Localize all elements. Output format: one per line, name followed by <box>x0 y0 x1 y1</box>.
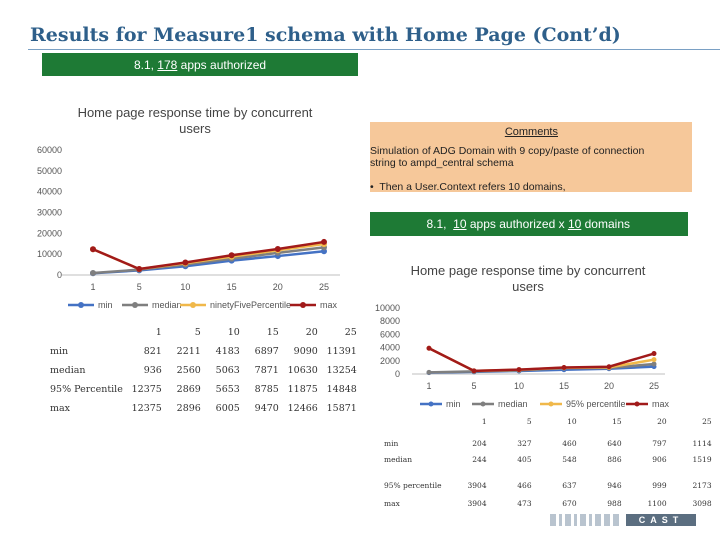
table2-cell: 1114 <box>692 439 712 448</box>
cast-logo-text: CAST <box>626 514 696 526</box>
banner2-domain-count: 10 <box>567 217 582 231</box>
banner-prefix: 8.1, <box>133 57 158 72</box>
table1-cell: 5 <box>194 327 201 338</box>
table1-cell: 15871 <box>326 403 357 414</box>
banner-suffix: apps authorized <box>177 57 267 72</box>
chart2-data-point <box>472 368 477 373</box>
chart2-data-point <box>607 364 612 369</box>
table2-cell: 20 <box>657 417 667 426</box>
banner2-suffix: domains <box>581 217 630 231</box>
table1-cell: 13254 <box>326 365 357 376</box>
chart1-y-tick-label: 50000 <box>36 165 62 176</box>
chart1-x-tick-label: 5 <box>136 282 142 292</box>
table2-cell: 3904 <box>467 499 487 508</box>
table1-row-label <box>50 323 123 342</box>
table2-row-label: 95% percentile <box>384 481 442 490</box>
table2-cell: 1100 <box>647 499 667 508</box>
chart2-legend-marker <box>481 402 486 407</box>
table2-cell: 886 <box>607 455 622 464</box>
table2-row-label: min <box>384 439 399 448</box>
cast-logo <box>550 514 700 526</box>
chart2-x-tick-label: 5 <box>471 381 477 391</box>
chart2-line-chart <box>360 300 720 415</box>
chart1-data-point <box>321 239 327 245</box>
chart1-y-tick-label: 40000 <box>36 186 62 197</box>
chart2-y-tick-label: 2000 <box>379 355 400 366</box>
table2-row <box>384 481 712 499</box>
table1-row <box>50 399 357 418</box>
table2-row <box>384 499 712 513</box>
table2-cell: 466 <box>517 481 532 490</box>
chart2-legend-label: max <box>652 399 670 409</box>
table2-row <box>384 439 712 455</box>
table2-row-label <box>384 417 442 439</box>
table1-cell: 12466 <box>287 403 318 414</box>
chart1-legend-marker <box>300 302 306 308</box>
chart2-legend-label: 95% percentile <box>566 399 626 409</box>
chart2-y-tick-label: 0 <box>394 369 400 379</box>
chart2-legend-marker <box>635 402 640 407</box>
chart1-y-tick-label: 10000 <box>36 249 62 260</box>
table1-header-row <box>50 323 357 342</box>
table2-cell: 204 <box>472 439 487 448</box>
table1-cell: 14848 <box>326 384 357 395</box>
chart2-y-tick-label: 4000 <box>379 342 400 353</box>
table1-response-times <box>50 323 357 418</box>
comments-text: Simulation of ADG Domain with 9 copy/paste of connection string to ampd_central schema <box>370 145 645 169</box>
table1-cell: 25 <box>344 327 357 338</box>
table1-cell: 7871 <box>254 365 279 376</box>
chart1-legend-marker <box>78 302 84 308</box>
chart1-data-point <box>229 252 235 258</box>
chart2-data-point <box>652 351 657 356</box>
apps-authorized-banner <box>42 53 358 76</box>
table2-cell: 5 <box>526 417 532 426</box>
chart2-x-tick-label: 20 <box>603 381 615 391</box>
table1-cell: 2869 <box>176 384 201 395</box>
chart1-legend-label: min <box>98 300 113 310</box>
chart1-x-tick-label: 15 <box>226 282 237 292</box>
table1-cell: 10630 <box>287 365 318 376</box>
title-divider <box>28 49 720 50</box>
chart1-data-point <box>136 266 142 272</box>
table1-cell: 11875 <box>287 384 318 395</box>
banner2-middle: apps authorized x <box>466 217 568 231</box>
table1-cell: 20 <box>305 327 318 338</box>
chart1-x-tick-label: 25 <box>318 282 330 292</box>
table2-cell: 906 <box>652 455 667 464</box>
table2-row-label: max <box>384 499 400 508</box>
chart1-x-tick-label: 1 <box>90 282 96 292</box>
chart2-y-tick-label: 6000 <box>379 329 400 340</box>
chart2-data-point <box>427 370 432 375</box>
table2-cell: 797 <box>652 439 667 448</box>
table1-cell: 9470 <box>254 403 279 414</box>
chart2-x-tick-label: 15 <box>558 381 570 391</box>
table2-row <box>384 455 712 481</box>
table1-cell: 821 <box>143 346 162 357</box>
table2-cell: 640 <box>607 439 622 448</box>
chart2-y-tick-label: 8000 <box>379 316 400 327</box>
table1-cell: 10 <box>227 327 240 338</box>
chart1-legend-label: ninetyFivePercentile <box>210 300 292 310</box>
table1-row-label: 95% Percentile <box>50 384 123 395</box>
table2-cell: 999 <box>652 481 667 490</box>
apps-domains-banner <box>370 212 688 236</box>
comments-bullet <box>370 181 566 193</box>
table1-cell: 5063 <box>215 365 240 376</box>
table2-cell: 2173 <box>692 481 712 490</box>
table2-cell: 405 <box>517 455 532 464</box>
table1-row-label: min <box>50 346 69 357</box>
chart2-data-point <box>562 365 567 370</box>
chart1-legend-marker <box>132 302 138 308</box>
chart2-data-point <box>427 346 432 351</box>
table1-cell: 936 <box>143 365 162 376</box>
table1-cell: 15 <box>266 327 279 338</box>
banner2-app-count: 10 <box>453 217 467 231</box>
table1-row-label: median <box>50 365 86 376</box>
table1-cell: 6005 <box>215 403 240 414</box>
table2-cell: 670 <box>562 499 577 508</box>
banner-app-count: 178 <box>157 57 178 72</box>
table2-response-times <box>384 417 712 513</box>
table1-cell: 1 <box>155 327 162 338</box>
table2-cell: 473 <box>517 499 532 508</box>
chart1-title: Home page response time by concurrent users <box>77 105 313 136</box>
table2-header-row <box>384 417 712 439</box>
table2-cell: 244 <box>472 455 487 464</box>
comments-box <box>370 122 692 192</box>
chart2-legend-label: min <box>446 399 461 409</box>
chart2-title: Home page response time by concurrent users <box>410 263 646 294</box>
table2-cell: 988 <box>607 499 622 508</box>
chart1-data-point <box>90 246 96 252</box>
table1-cell: 8785 <box>254 384 279 395</box>
chart2-data-point <box>652 361 657 366</box>
comments-bullet-text: • Then a User.Context refers 10 domains, <box>370 181 566 193</box>
table1-row <box>50 342 357 361</box>
banner2-prefix: 8.1, <box>426 217 454 231</box>
table1-row-label: max <box>50 403 71 414</box>
table1-cell: 12375 <box>131 384 162 395</box>
table1-cell: 11391 <box>326 346 357 357</box>
table2-cell: 10 <box>567 417 577 426</box>
chart2-legend-marker <box>549 402 554 407</box>
table1-row <box>50 380 357 399</box>
table2-cell: 25 <box>702 417 712 426</box>
chart2-legend-marker <box>429 402 434 407</box>
chart1-y-tick-label: 60000 <box>36 145 62 155</box>
table1-cell: 5653 <box>215 384 240 395</box>
chart2-data-point <box>652 357 657 362</box>
table2-cell: 460 <box>562 439 577 448</box>
page-title: Results for Measure1 schema with Home Page (Cont’d) <box>30 24 621 46</box>
chart2-data-point <box>517 367 522 372</box>
table1-cell: 4183 <box>215 346 240 357</box>
table2-cell: 637 <box>562 481 577 490</box>
chart1-data-point <box>182 259 188 265</box>
chart1-data-point <box>90 270 96 276</box>
chart2-legend-label: median <box>498 399 528 409</box>
table1-cell: 9090 <box>293 346 318 357</box>
table1-cell: 2560 <box>176 365 201 376</box>
chart1-legend-label: max <box>320 300 338 310</box>
comments-title: Comments <box>504 126 558 138</box>
chart1-y-tick-label: 30000 <box>36 207 62 218</box>
table2-cell: 1 <box>481 417 487 426</box>
chart2-x-tick-label: 25 <box>648 381 660 391</box>
chart1-x-tick-label: 10 <box>180 282 191 292</box>
table2-row-label: median <box>384 455 413 464</box>
table2-cell: 946 <box>607 481 622 490</box>
table2-cell: 3098 <box>692 499 712 508</box>
table1-cell: 2211 <box>176 346 201 357</box>
table1-row <box>50 361 357 380</box>
table2-cell: 15 <box>612 417 622 426</box>
table2-cell: 3904 <box>467 481 487 490</box>
table2-cell: 548 <box>562 455 577 464</box>
table1-cell: 12375 <box>131 403 162 414</box>
table2-cell: 1519 <box>692 455 712 464</box>
chart1-x-tick-label: 20 <box>272 282 283 292</box>
table1-cell: 2896 <box>176 403 201 414</box>
table2-cell: 327 <box>517 439 532 448</box>
chart2-x-tick-label: 10 <box>513 381 525 391</box>
chart1-y-tick-label: 0 <box>56 270 62 280</box>
chart1-data-point <box>275 246 281 252</box>
chart1-legend-marker <box>190 302 196 308</box>
chart2-x-tick-label: 1 <box>426 381 432 391</box>
chart1-legend-label: median <box>152 300 182 310</box>
table1-cell: 6897 <box>254 346 279 357</box>
chart1-y-tick-label: 20000 <box>36 228 62 239</box>
chart1-line-chart <box>0 140 370 315</box>
chart2-y-tick-label: 10000 <box>374 303 400 313</box>
